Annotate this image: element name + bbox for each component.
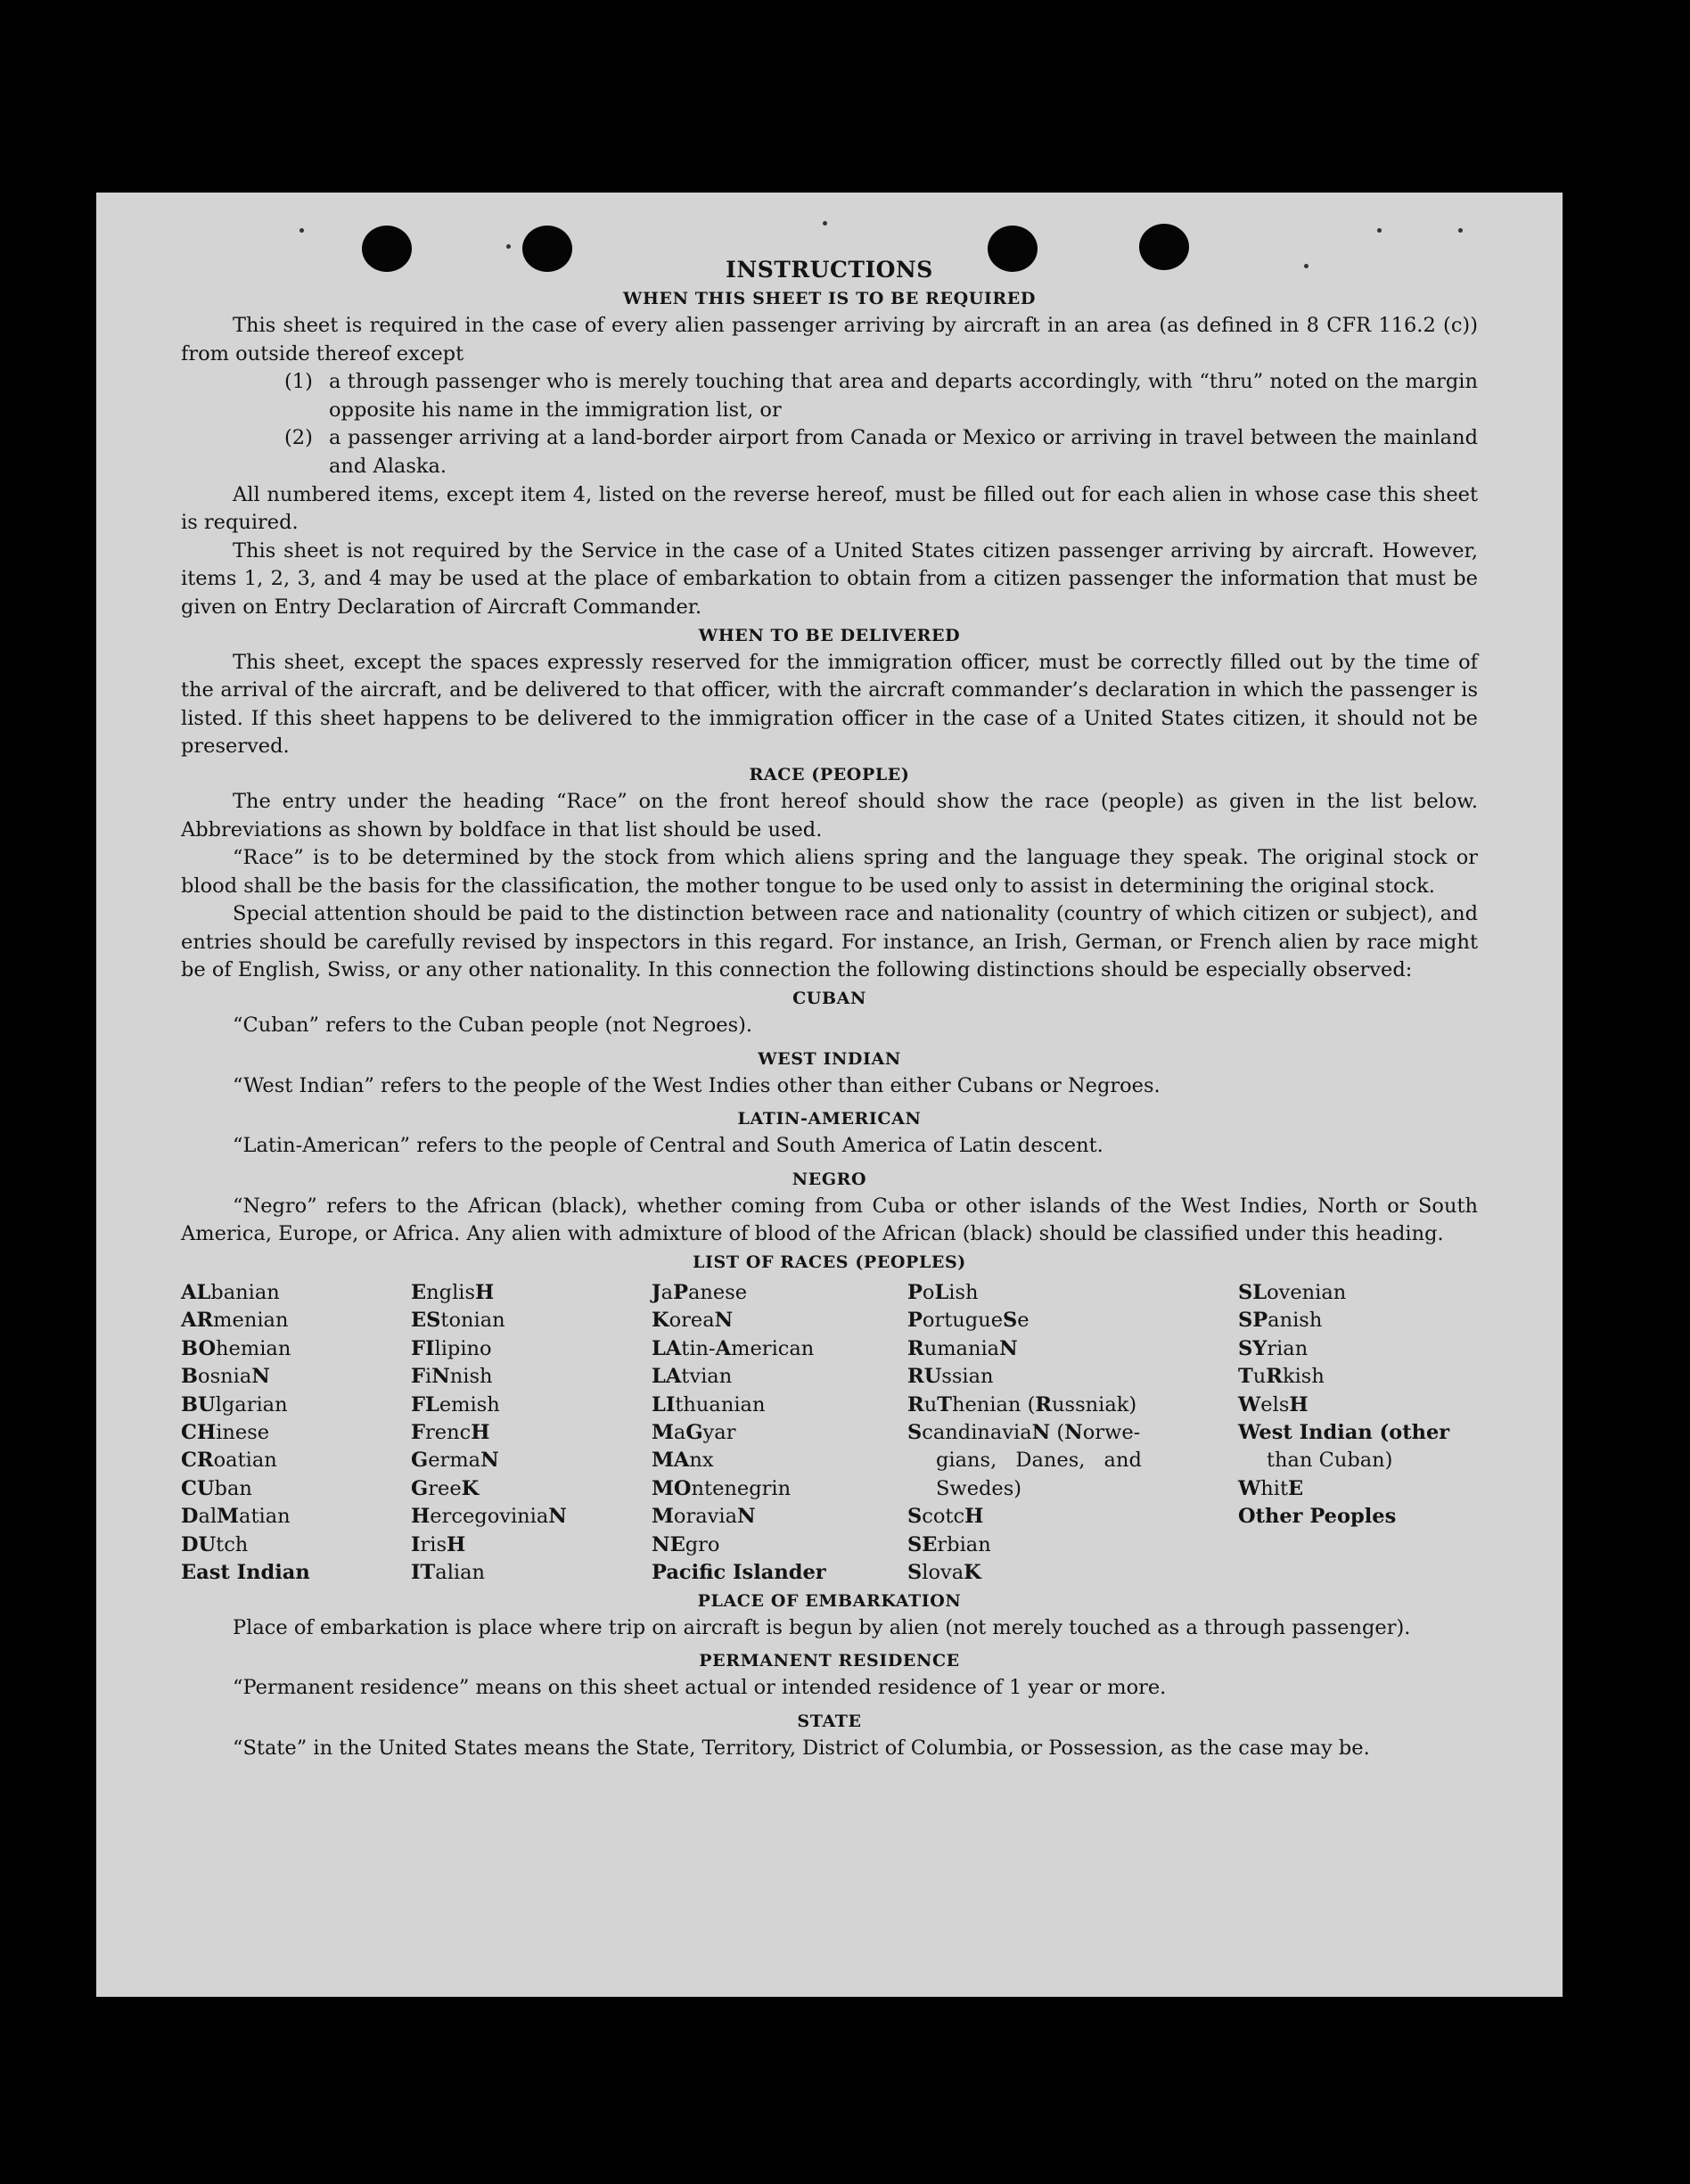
race-entry: SYrian — [1238, 1336, 1309, 1360]
race-entry: Other Peoples — [1238, 1505, 1397, 1529]
race-entry: WelsH — [1238, 1392, 1309, 1416]
section-heading-required: WHEN THIS SHEET IS TO BE REQUIRED — [623, 289, 1036, 308]
race-list — [181, 1279, 1478, 1587]
paper-speck — [823, 221, 827, 226]
race-entry: RUssian — [907, 1365, 994, 1389]
required-paragraph: This sheet is required in the case of every alien passenger arriving by aircraft in an area (as defined in 8 CFR 116.2 (c)) from outside thereof except — [181, 314, 1478, 365]
race-entry: ARmenian — [181, 1309, 289, 1333]
item-text: a through passenger who is merely touching that area and departs accordingly, with “thru” noted on the margin opposite his name in the immigration list, or — [329, 370, 1478, 422]
exception-item-1 — [284, 368, 1478, 424]
race-entry: LAtin-American — [652, 1336, 815, 1360]
race-entry: IrisH — [411, 1532, 466, 1556]
numbered-items-paragraph: All numbered items, except item 4, listed on the reverse hereof, must be filled out for each alien in whose case this sheet is required. — [181, 482, 1478, 535]
race-entry: MAnx — [652, 1449, 714, 1473]
race-column-4 — [907, 1279, 1238, 1587]
section-heading-state: STATE — [797, 1711, 862, 1731]
race-entry: CRoatian — [181, 1449, 277, 1473]
race-entry: LAtvian — [652, 1365, 733, 1389]
race-entry: NEgro — [652, 1532, 720, 1556]
negro-paragraph: “Negro” refers to the African (black), whether coming from Cuba or other islands of the West Indies, North or South America, Europe, or Africa. Any alien with admixture of blood of the African (black) should be classified under this heading. — [181, 1194, 1478, 1246]
race-entry: LIthuanian — [652, 1392, 766, 1416]
race-entry: West Indian (other — [1238, 1421, 1450, 1445]
race-entry: PortugueSe — [907, 1309, 1030, 1333]
race-entry: BosniaN — [181, 1365, 270, 1389]
item-text: a passenger arriving at a land-border airport from Canada or Mexico or arriving in travel between the mainland and Alaska. — [329, 426, 1478, 478]
item-number: (1) — [284, 370, 313, 394]
race-entry: ITalian — [411, 1561, 486, 1585]
section-heading-residence: PERMANENT RESIDENCE — [699, 1651, 960, 1671]
paper-speck — [299, 228, 304, 233]
race-entry: ALbanian — [181, 1281, 280, 1305]
race-entry: EnglisH — [411, 1281, 495, 1305]
citizen-paragraph: This sheet is not required by the Service in the case of a United States citizen passenger arriving by aircraft. However, items 1, 2, 3, and 4 may be used at the place of embarkation to obtain from a citizen passenger the information that must be given on Entry Declaration of Aircraft Commander. — [181, 538, 1478, 619]
race-entry: MaGyar — [652, 1421, 736, 1445]
race-entry: HercegoviniaN — [411, 1505, 567, 1529]
race-column-5 — [1238, 1279, 1478, 1587]
page-title: INSTRUCTIONS — [726, 257, 933, 283]
race-column-1 — [181, 1279, 411, 1587]
race-entry: FiNnish — [411, 1365, 493, 1389]
race-entry: JaPanese — [652, 1281, 748, 1305]
latin-american-paragraph: “Latin-American” refers to the people of Central and South America of Latin descent. — [233, 1134, 1103, 1158]
race-entry: SPanish — [1238, 1309, 1323, 1333]
paper-speck — [1458, 228, 1463, 233]
race-entry: RumaniaN — [907, 1336, 1018, 1360]
embarkation-paragraph: Place of embarkation is place where trip on aircraft is begun by alien (not merely touched as a through passenger). — [233, 1615, 1411, 1639]
race-entry: WhitE — [1238, 1476, 1304, 1500]
section-heading-race: RACE (PEOPLE) — [749, 764, 910, 784]
race-entry: TuRkish — [1238, 1365, 1325, 1389]
race-entry: MOntenegrin — [652, 1476, 792, 1500]
race-entry-continued: Swedes) — [936, 1476, 1022, 1500]
race-entry: BUlgarian — [181, 1392, 288, 1416]
race-entry: FrencH — [411, 1421, 490, 1445]
race-entry: Pacific Islander — [652, 1561, 826, 1585]
residence-paragraph: “Permanent residence” means on this sheet actual or intended residence of 1 year or more. — [233, 1676, 1167, 1700]
race-entry: DalMatian — [181, 1505, 291, 1529]
race-entry-continued: than Cuban) — [1267, 1449, 1393, 1473]
section-heading-list-of-races: LIST OF RACES (PEOPLES) — [693, 1252, 966, 1273]
race-paragraph-1: The entry under the heading “Race” on the front hereof should show the race (people) as given in the list below. Abbreviations as shown by boldface in that list should be used. — [181, 789, 1478, 842]
race-entry: RuThenian (Russniak) — [907, 1392, 1137, 1416]
race-entry: FLemish — [411, 1392, 500, 1416]
race-paragraph-2: “Race” is to be determined by the stock from which aliens spring and the language they speak. The original stock or blood shall be the basis for the classification, the mother tongue to be used only to assist in determining the original stock. — [181, 846, 1478, 898]
race-column-3 — [652, 1279, 907, 1587]
paper-speck — [506, 244, 511, 249]
state-paragraph: “State” in the United States means the State, Territory, District of Columbia, or Possession, as the case may be. — [233, 1736, 1370, 1760]
race-entry: KoreaN — [652, 1309, 734, 1333]
race-entry: MoraviaN — [652, 1505, 756, 1529]
race-column-2 — [411, 1279, 652, 1587]
document-sheet — [96, 193, 1563, 1997]
race-entry: FIlipino — [411, 1336, 492, 1360]
race-entry: East Indian — [181, 1561, 310, 1585]
exception-item-2 — [284, 424, 1478, 480]
race-entry-continued: gians, Danes, and — [936, 1449, 1142, 1473]
race-entry: EStonian — [411, 1309, 505, 1333]
cuban-paragraph: “Cuban” refers to the Cuban people (not Negroes). — [233, 1014, 753, 1038]
race-entry: SLovenian — [1238, 1281, 1347, 1305]
race-entry: PoLish — [907, 1281, 979, 1305]
section-heading-latin-american: LATIN-AMERICAN — [737, 1109, 922, 1129]
section-heading-west-indian: WEST INDIAN — [758, 1048, 901, 1069]
section-heading-cuban: CUBAN — [792, 989, 866, 1009]
race-entry: GermaN — [411, 1449, 499, 1473]
race-entry: ScotcH — [907, 1505, 984, 1529]
race-entry: CHinese — [181, 1421, 270, 1445]
race-paragraph-3: Special attention should be paid to the distinction between race and nationality (country of which citizen or subject), and entries should be carefully revised by inspectors in this regard. For instance, an Irish, German, or French alien by race might be of English, Swiss, or any other nationality. In this connection the following distinctions should be especially observed: — [181, 902, 1478, 982]
race-entry: SErbian — [907, 1532, 991, 1556]
race-entry: DUtch — [181, 1532, 249, 1556]
race-entry: BOhemian — [181, 1336, 291, 1360]
paper-speck — [1377, 228, 1382, 233]
section-heading-negro: NEGRO — [792, 1169, 867, 1189]
section-heading-embarkation: PLACE OF EMBARKATION — [697, 1590, 962, 1611]
instructions-content — [181, 255, 1478, 1762]
race-entry: GreeK — [411, 1476, 480, 1500]
race-entry: ScandinaviaN (Norwe- — [907, 1421, 1141, 1445]
delivered-paragraph: This sheet, except the spaces expressly reserved for the immigration officer, must be correctly filled out by the time of the arrival of the aircraft, and be delivered to that officer, with the aircraft commander’s declaration in which the passenger is listed. If this sheet happens to be delivered to the immigration officer in the case of a United States citizen, it should not be preserved. — [181, 650, 1478, 759]
race-entry: CUban — [181, 1476, 252, 1500]
item-number: (2) — [284, 426, 313, 450]
race-entry: SlovaK — [907, 1561, 981, 1585]
section-heading-delivered: WHEN TO BE DELIVERED — [698, 625, 961, 645]
west-indian-paragraph: “West Indian” refers to the people of the West Indies other than either Cubans or Negroes. — [233, 1073, 1161, 1097]
